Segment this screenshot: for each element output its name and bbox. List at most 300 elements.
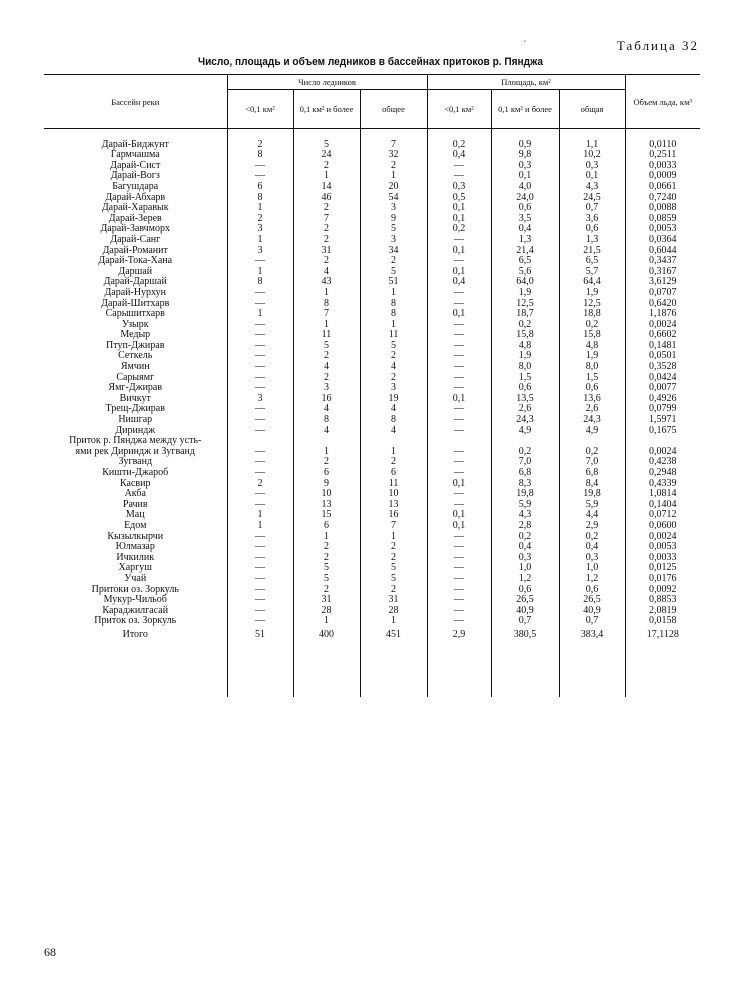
cell-a-total: 0,2 [559, 320, 625, 331]
cell-a-ge: 4,0 [491, 182, 559, 193]
cell-a-total: 2,6 [559, 404, 625, 415]
cell-c-lt: — [227, 553, 293, 564]
cell-c-lt: 2 [227, 140, 293, 151]
cell-a-lt: — [427, 542, 491, 553]
cell-c-total: 2 [360, 373, 427, 384]
cell-c-ge: 1 [293, 447, 360, 458]
cell-a-lt: — [427, 468, 491, 479]
cell-a-ge: 0,6 [491, 383, 559, 394]
cell-a-lt: — [427, 330, 491, 341]
cell-c-lt: 1 [227, 203, 293, 214]
basin-name: Зугванд [118, 456, 153, 468]
cell-a-ge: 0,2 [491, 320, 559, 331]
cell-a-lt: 0,2 [427, 140, 491, 151]
cell-c-ge: 13 [293, 500, 360, 511]
cell-a-total: 0,2 [559, 447, 625, 458]
header-area-group: Площадь, км² [427, 75, 625, 90]
basin-name: Кызылкырчи [107, 530, 164, 542]
cell-a-total: 1,1 [559, 140, 625, 151]
table-body [44, 129, 700, 697]
cell-a-ge: 0,6 [491, 585, 559, 596]
cell-a-total: 1,0 [559, 563, 625, 574]
cell-c-ge: 1 [293, 320, 360, 331]
cell-c-total: 2 [360, 351, 427, 362]
table-row [44, 288, 700, 299]
cell-c-ge: 5 [293, 140, 360, 151]
cell-c-lt: 1 [227, 510, 293, 521]
cell-vol: 0,3528 [625, 362, 700, 373]
cell-c-ge: 5 [293, 341, 360, 352]
cell-a-lt: 0,1 [427, 203, 491, 214]
page-number: 68 [44, 945, 56, 959]
cell-c-ge: 4 [293, 267, 360, 278]
cell-a-ge: 26,5 [491, 595, 559, 606]
cell-a-total: 0,6 [559, 224, 625, 235]
stray-mark: ´ [523, 40, 527, 51]
header-count-total: общее [360, 90, 427, 129]
cell-c-ge: 2 [293, 585, 360, 596]
cell-c-lt: — [227, 288, 293, 299]
cell-vol: 0,0053 [625, 542, 700, 553]
cell-a-ge: 0,3 [491, 161, 559, 172]
cell-a-lt: 0,1 [427, 394, 491, 405]
table-row [44, 235, 700, 246]
cell-c-total: 7 [360, 521, 427, 532]
table-row [44, 182, 700, 193]
cell-a-lt: — [427, 320, 491, 331]
header-count-lt01: <0,1 км² [227, 90, 293, 129]
cell-vol: 0,0024 [625, 532, 700, 543]
cell-vol: 0,6602 [625, 330, 700, 341]
cell-vol: 0,0707 [625, 288, 700, 299]
cell-c-total: 1 [360, 616, 427, 627]
cell-c-ge: 2 [293, 161, 360, 172]
cell-c-ge: 2 [293, 224, 360, 235]
cell-a-lt: — [427, 616, 491, 627]
cell-c-lt: — [227, 489, 293, 500]
cell-c-lt: 51 [227, 627, 293, 641]
header-count-group: Число ледников [227, 75, 427, 90]
cell-a-lt: 0,1 [427, 479, 491, 490]
basin-name: Притоки оз. Зоркуль [91, 583, 179, 595]
cell-c-total: 51 [360, 277, 427, 288]
cell-a-lt: 2,9 [427, 627, 491, 641]
cell-vol: 0,0712 [625, 510, 700, 521]
cell-a-total: 1,3 [559, 235, 625, 246]
basin-name: Дарай-Шитхарв [101, 297, 170, 309]
cell-c-lt: — [227, 171, 293, 182]
cell-c-total: 2 [360, 457, 427, 468]
basin-name: Акба [124, 488, 146, 500]
cell-vol: 0,0158 [625, 616, 700, 627]
cell-vol: 0,7240 [625, 193, 700, 204]
cell-c-total: 34 [360, 246, 427, 257]
cell-c-lt: 1 [227, 309, 293, 320]
basin-name: Учай [124, 572, 147, 584]
cell-a-total: 1,5 [559, 373, 625, 384]
cell-c-total: 2 [360, 585, 427, 596]
cell-c-lt: — [227, 542, 293, 553]
cell-c-ge: 2 [293, 256, 360, 267]
cell-a-lt: 0,4 [427, 150, 491, 161]
cell-a-ge: 24,3 [491, 415, 559, 426]
cell-a-lt: 0,3 [427, 182, 491, 193]
cell-c-total: 7 [360, 140, 427, 151]
cell-a-ge: 0,7 [491, 616, 559, 627]
basin-name: Караджилгасай [102, 604, 169, 616]
cell-c-lt: — [227, 532, 293, 543]
cell-vol: 0,4238 [625, 457, 700, 468]
cell-vol: 0,3437 [625, 256, 700, 267]
cell-c-ge: 8 [293, 415, 360, 426]
cell-a-ge: 2,6 [491, 404, 559, 415]
header-basin: Бассейн реки [44, 75, 227, 129]
cell-c-lt: — [227, 468, 293, 479]
cell-c-total: 13 [360, 500, 427, 511]
cell-c-ge: 2 [293, 203, 360, 214]
cell-c-lt: — [227, 426, 293, 437]
cell-a-total: 5,7 [559, 267, 625, 278]
header-area-lt01: <0,1 км² [427, 90, 491, 129]
table-caption: Число, площадь и объем ледников в бассейнах притоков р. Пянджа [197, 56, 544, 68]
cell-c-lt: — [227, 595, 293, 606]
cell-c-lt: 3 [227, 224, 293, 235]
cell-a-ge: 18,7 [491, 309, 559, 320]
cell-a-lt: — [427, 489, 491, 500]
basin-name: Дарай-Сист [110, 159, 161, 171]
cell-vol: 0,2511 [625, 150, 700, 161]
cell-a-total: 0,1 [559, 171, 625, 182]
cell-vol: 0,0859 [625, 214, 700, 225]
cell-vol: 3,6129 [625, 277, 700, 288]
cell-c-lt: — [227, 457, 293, 468]
cell-c-lt: — [227, 256, 293, 267]
cell-a-total: 26,5 [559, 595, 625, 606]
cell-c-total: 9 [360, 214, 427, 225]
cell-vol: 0,4926 [625, 394, 700, 405]
cell-c-ge: 10 [293, 489, 360, 500]
cell-a-total: 2,9 [559, 521, 625, 532]
cell-a-total: 0,7 [559, 203, 625, 214]
cell-a-lt: 0,1 [427, 521, 491, 532]
cell-a-total: 0,4 [559, 542, 625, 553]
cell-c-total: 4 [360, 426, 427, 437]
cell-c-total: 20 [360, 182, 427, 193]
cell-a-lt: — [427, 447, 491, 458]
cell-vol: 0,0661 [625, 182, 700, 193]
cell-a-lt: — [427, 235, 491, 246]
cell-a-ge: 40,9 [491, 606, 559, 617]
cell-c-total: 16 [360, 510, 427, 521]
cell-c-total: 4 [360, 404, 427, 415]
cell-a-lt: — [427, 426, 491, 437]
basin-name: Дарай-Биджунт [101, 138, 169, 150]
basin-name: Ичкилик [116, 551, 155, 563]
basin-name: Дарай-Нурхун [104, 286, 167, 298]
cell-vol: 0,0053 [625, 224, 700, 235]
cell-a-total: 1,9 [559, 288, 625, 299]
cell-a-total: 5,9 [559, 500, 625, 511]
cell-vol: 0,0600 [625, 521, 700, 532]
cell-a-ge: 0,2 [491, 447, 559, 458]
cell-a-ge: 6,5 [491, 256, 559, 267]
cell-c-total: 8 [360, 309, 427, 320]
table-row [44, 468, 700, 479]
cell-c-lt: — [227, 161, 293, 172]
cell-c-ge: 400 [293, 627, 360, 641]
cell-c-lt: — [227, 404, 293, 415]
cell-vol: 1,5971 [625, 415, 700, 426]
cell-c-ge: 28 [293, 606, 360, 617]
cell-c-total: 5 [360, 574, 427, 585]
cell-a-total: 4,8 [559, 341, 625, 352]
cell-vol: 1,0814 [625, 489, 700, 500]
cell-vol: 0,0033 [625, 553, 700, 564]
cell-vol: 0,0125 [625, 563, 700, 574]
cell-a-ge: 13,5 [491, 394, 559, 405]
cell-a-lt: — [427, 383, 491, 394]
cell-c-lt: — [227, 330, 293, 341]
cell-a-total: 4,4 [559, 510, 625, 521]
cell-c-lt: — [227, 299, 293, 310]
cell-vol: 0,4339 [625, 479, 700, 490]
cell-c-total: 8 [360, 415, 427, 426]
cell-a-total: 24,5 [559, 193, 625, 204]
table-row [44, 574, 700, 585]
cell-a-total: 24,3 [559, 415, 625, 426]
cell-a-ge: 8,3 [491, 479, 559, 490]
cell-a-lt: 0,4 [427, 277, 491, 288]
cell-vol: 0,8853 [625, 595, 700, 606]
cell-a-total: 0,3 [559, 553, 625, 564]
cell-vol: 0,2948 [625, 468, 700, 479]
cell-a-total: 7,0 [559, 457, 625, 468]
cell-a-total: 0,2 [559, 532, 625, 543]
table-row [44, 616, 700, 627]
cell-c-ge: 6 [293, 468, 360, 479]
cell-c-total: 1 [360, 532, 427, 543]
basin-name: Харгуш [118, 562, 152, 574]
cell-vol: 0,1404 [625, 500, 700, 511]
cell-a-ge: 21,4 [491, 246, 559, 257]
cell-c-ge: 16 [293, 394, 360, 405]
cell-vol: 0,6420 [625, 299, 700, 310]
cell-a-ge: 19,8 [491, 489, 559, 500]
cell-a-lt: — [427, 500, 491, 511]
cell-a-lt: — [427, 299, 491, 310]
cell-a-ge: 6,8 [491, 468, 559, 479]
cell-c-lt: — [227, 383, 293, 394]
cell-c-total: 1 [360, 288, 427, 299]
header-area-ge01: 0,1 км² и более [491, 90, 559, 129]
cell-a-total: 0,7 [559, 616, 625, 627]
basin-name: Юлмазар [115, 541, 155, 553]
cell-c-lt: — [227, 447, 293, 458]
cell-a-total: 15,8 [559, 330, 625, 341]
cell-a-lt: — [427, 585, 491, 596]
cell-a-ge: 8,0 [491, 362, 559, 373]
cell-a-lt: — [427, 161, 491, 172]
basin-name: Мукур-Чильоб [103, 594, 167, 606]
cell-c-total: 1 [360, 320, 427, 331]
cell-a-lt: — [427, 563, 491, 574]
cell-c-total: 5 [360, 267, 427, 278]
cell-c-ge: 2 [293, 235, 360, 246]
cell-a-lt: — [427, 341, 491, 352]
cell-a-total: 4,3 [559, 182, 625, 193]
cell-c-lt: — [227, 415, 293, 426]
cell-a-ge: 0,9 [491, 140, 559, 151]
cell-a-total: 383,4 [559, 627, 625, 641]
basin-name: Дарай-Зерев [108, 212, 162, 224]
basin-name: Кишти-Джароб [102, 467, 169, 478]
cell-c-lt: — [227, 373, 293, 384]
cell-a-ge: 380,5 [491, 627, 559, 641]
basin-name: Касвир [120, 477, 151, 489]
basin-name: Нишгар [118, 414, 153, 426]
cell-vol: 0,6044 [625, 246, 700, 257]
cell-vol: 0,0088 [625, 203, 700, 214]
cell-vol: 0,0033 [625, 161, 700, 172]
basin-name: Сеткель [118, 350, 153, 362]
cell-c-total: 5 [360, 563, 427, 574]
cell-c-total: 32 [360, 150, 427, 161]
cell-a-total: 6,8 [559, 468, 625, 479]
cell-a-ge: 1,9 [491, 351, 559, 362]
basin-name: Сарышитхарв [105, 308, 165, 320]
basin-name: Дарай-Харавык [101, 202, 169, 214]
basin-name: Птуп-Джирав [106, 339, 165, 351]
cell-vol: 0,0024 [625, 447, 700, 458]
cell-a-lt: — [427, 404, 491, 415]
cell-c-lt: — [227, 585, 293, 596]
basin-name: Дириндж [115, 424, 156, 436]
cell-vol: 1,1876 [625, 309, 700, 320]
cell-c-total: 2 [360, 256, 427, 267]
cell-a-lt: — [427, 351, 491, 362]
cell-c-lt: — [227, 616, 293, 627]
cell-a-total: 8,4 [559, 479, 625, 490]
cell-vol: 0,0077 [625, 383, 700, 394]
cell-c-ge: 2 [293, 553, 360, 564]
cell-vol: 0,3167 [625, 267, 700, 278]
cell-c-ge: 1 [293, 532, 360, 543]
cell-c-total: 28 [360, 606, 427, 617]
cell-c-ge: 4 [293, 404, 360, 415]
header-area-total: общая [559, 90, 625, 129]
cell-vol: 0,1481 [625, 341, 700, 352]
basin-name: Дарай-Вогз [110, 170, 160, 182]
cell-c-lt: — [227, 500, 293, 511]
cell-c-ge: 15 [293, 510, 360, 521]
cell-a-lt: 0,1 [427, 246, 491, 257]
cell-a-lt: — [427, 532, 491, 543]
cell-c-lt: 2 [227, 214, 293, 225]
cell-c-lt: 3 [227, 246, 293, 257]
cell-vol: 0,0009 [625, 171, 700, 182]
cell-a-lt: 0,1 [427, 309, 491, 320]
cell-a-total: 10,2 [559, 150, 625, 161]
cell-c-ge: 7 [293, 214, 360, 225]
cell-a-lt: 0,1 [427, 214, 491, 225]
cell-a-total: 0,3 [559, 161, 625, 172]
cell-a-total: 8,0 [559, 362, 625, 373]
cell-c-ge: 46 [293, 193, 360, 204]
cell-a-lt: 0,2 [427, 224, 491, 235]
cell-a-ge: 0,4 [491, 542, 559, 553]
cell-c-ge: 2 [293, 457, 360, 468]
basin-name: Даршай [118, 265, 153, 277]
cell-c-ge: 2 [293, 542, 360, 553]
cell-a-lt: — [427, 415, 491, 426]
cell-c-ge: 31 [293, 595, 360, 606]
cell-c-ge: 6 [293, 521, 360, 532]
basin-name: Гармчашма [110, 149, 160, 161]
cell-a-ge: 12,5 [491, 299, 559, 310]
cell-c-lt: 2 [227, 479, 293, 490]
cell-a-lt: — [427, 373, 491, 384]
cell-c-total: 2 [360, 553, 427, 564]
cell-a-ge: 2,8 [491, 521, 559, 532]
basin-name: Дарай-Санг [110, 233, 161, 245]
basin-name: Дарай-Абхарв [105, 191, 166, 203]
cell-a-ge: 5,6 [491, 267, 559, 278]
cell-a-total: 19,8 [559, 489, 625, 500]
cell-c-total: 451 [360, 627, 427, 641]
cell-a-ge: 1,0 [491, 563, 559, 574]
cell-a-lt: — [427, 171, 491, 182]
basin-name: Узырк [121, 318, 149, 330]
cell-a-ge: 4,9 [491, 426, 559, 437]
cell-c-lt: — [227, 563, 293, 574]
basin-name: Медыр [120, 329, 151, 341]
cell-c-total: 2 [360, 161, 427, 172]
cell-a-total: 13,6 [559, 394, 625, 405]
cell-a-total: 1,9 [559, 351, 625, 362]
cell-c-total: 3 [360, 203, 427, 214]
cell-vol: 0,1675 [625, 426, 700, 437]
cell-c-ge: 7 [293, 309, 360, 320]
cell-c-total: 2 [360, 542, 427, 553]
cell-a-ge: 64,0 [491, 277, 559, 288]
cell-c-total: 10 [360, 489, 427, 500]
header-volume: Объем льда, км³ [625, 75, 700, 129]
cell-vol: 0,0024 [625, 320, 700, 331]
cell-a-ge: 1,3 [491, 235, 559, 246]
basin-name: Едом [124, 519, 147, 531]
cell-a-total: 0,6 [559, 585, 625, 596]
cell-vol: 0,0424 [625, 373, 700, 384]
cell-a-lt: — [427, 457, 491, 468]
cell-a-lt: — [427, 288, 491, 299]
cell-a-lt: — [427, 574, 491, 585]
cell-c-lt: 8 [227, 193, 293, 204]
cell-a-ge: 24,0 [491, 193, 559, 204]
cell-a-lt: — [427, 256, 491, 267]
glacier-table [44, 74, 700, 697]
basin-name: Дарай-Даршай [103, 276, 167, 288]
cell-c-lt: 3 [227, 394, 293, 405]
cell-a-total: 64,4 [559, 277, 625, 288]
cell-c-lt: — [227, 362, 293, 373]
table-label: Таблица 32 [616, 38, 699, 53]
cell-c-lt: 1 [227, 235, 293, 246]
basin-name: Приток оз. Зоркуль [94, 615, 177, 627]
basin-name: Сарыямг [116, 371, 155, 383]
cell-a-total: 40,9 [559, 606, 625, 617]
cell-c-lt: — [227, 320, 293, 331]
cell-a-lt: 0,5 [427, 193, 491, 204]
